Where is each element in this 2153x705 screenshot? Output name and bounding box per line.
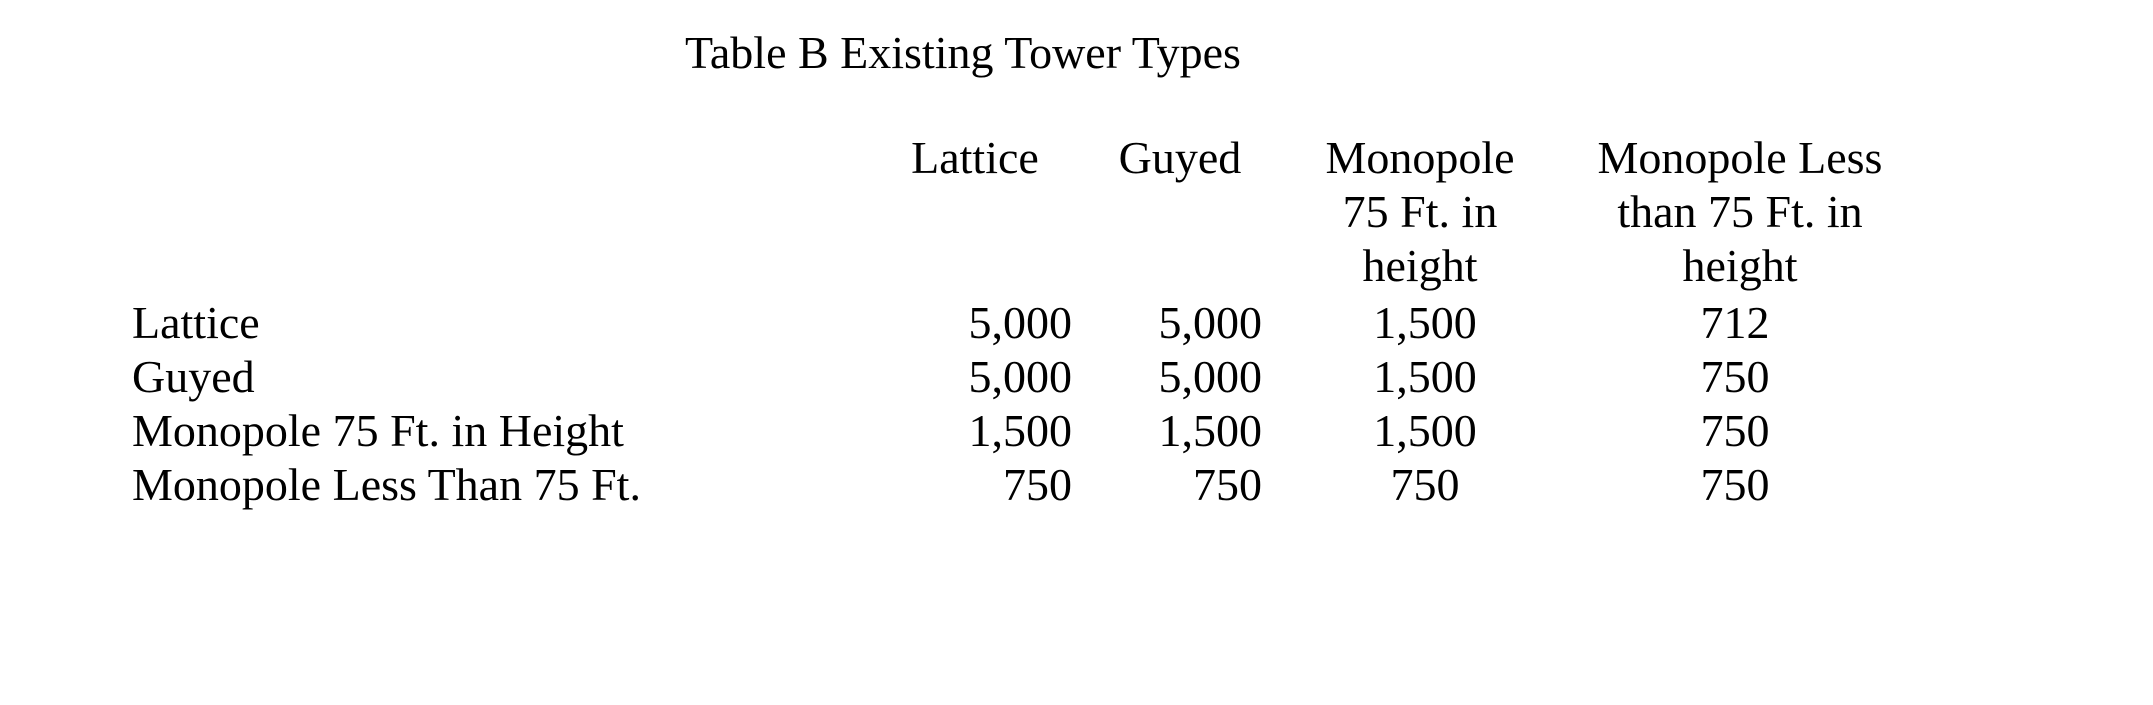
row-label-monopole-less-75: Monopole Less Than 75 Ft. <box>132 459 641 510</box>
table-cell: 5,000 <box>1158 351 1262 402</box>
row-label-lattice: Lattice <box>132 297 260 348</box>
table-cell: 5,000 <box>968 297 1072 348</box>
table-cell: 1,500 <box>968 405 1072 456</box>
table-cell: 750 <box>1390 459 1460 510</box>
row-label-guyed: Guyed <box>132 351 255 402</box>
table-cell: 750 <box>1193 459 1262 510</box>
table-cell: 750 <box>1003 459 1072 510</box>
table-cell: 750 <box>1700 351 1770 402</box>
row-label-monopole-75: Monopole 75 Ft. in Height <box>132 405 624 456</box>
table-cell: 750 <box>1700 459 1770 510</box>
table-cell: 1,500 <box>1373 405 1477 456</box>
column-header-guyed: Guyed <box>1118 132 1242 183</box>
table-cell: 1,500 <box>1373 297 1477 348</box>
column-header-monopole-75: Monopole 75 Ft. in height <box>1325 132 1515 291</box>
table-cell: 750 <box>1700 405 1770 456</box>
table-cell: 5,000 <box>1158 297 1262 348</box>
table-cell: 5,000 <box>968 351 1072 402</box>
column-header-monopole-less-75: Monopole Less than 75 Ft. in height <box>1597 132 1883 291</box>
table-cell: 1,500 <box>1373 351 1477 402</box>
table-cell: 712 <box>1700 297 1770 348</box>
column-header-lattice: Lattice <box>911 132 1039 183</box>
table-cell: 1,500 <box>1158 405 1262 456</box>
table-title: Table B Existing Tower Types <box>685 27 1241 78</box>
